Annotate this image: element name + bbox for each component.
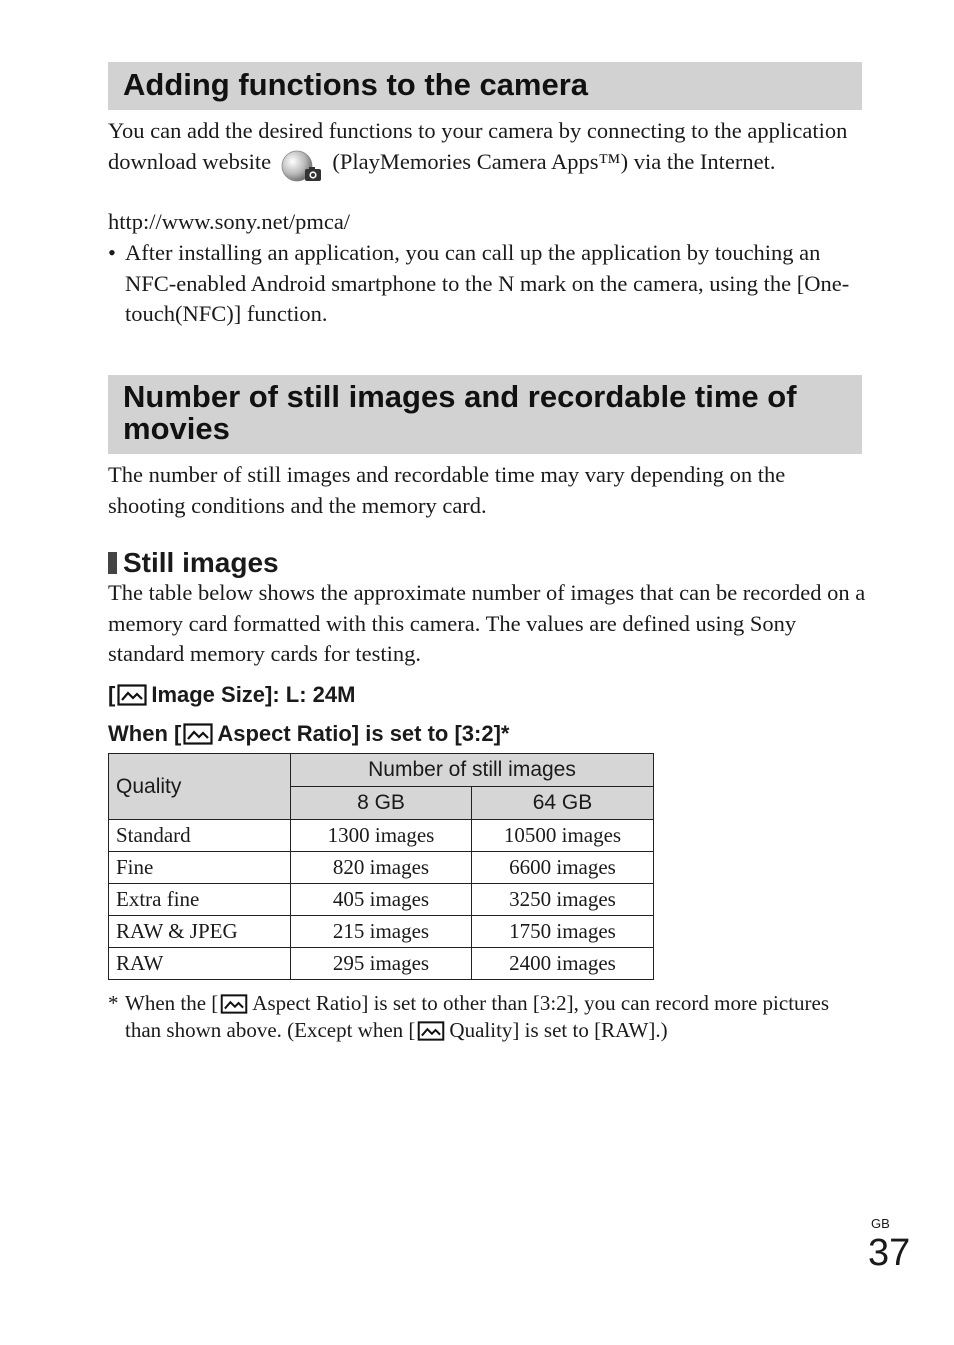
table-row bbox=[109, 852, 654, 884]
quality-cell: Extra fine bbox=[109, 884, 291, 916]
section-title-adding-functions: Adding functions to the camera bbox=[108, 62, 862, 110]
gb64-cell: 2400 images bbox=[472, 948, 654, 980]
footnote-text-2: Aspect Ratio] is set to other than [3:2], you can record more pictures than shown above. (Except when [ bbox=[125, 991, 830, 1042]
still-images-description: The table below shows the approximate number of images that can be recorded on a memory card formatted with this camera. The values are defined using Sony standard memory cards for testing. bbox=[108, 580, 866, 666]
apps-url-link[interactable]: http://www.sony.net/pmca/ bbox=[108, 209, 351, 234]
table-header-quality: Quality bbox=[109, 754, 291, 820]
table-header-number: Number of still images bbox=[291, 754, 654, 787]
table-row bbox=[109, 916, 654, 948]
gb8-cell: 295 images bbox=[291, 948, 472, 980]
still-image-mode-icon bbox=[417, 1021, 445, 1041]
aspect-label-pre: When [ bbox=[108, 721, 182, 746]
page-language-code: GB bbox=[871, 1216, 890, 1231]
playmemories-camera-apps-icon bbox=[280, 149, 324, 183]
apps-intro-text-1: You can add the desired functions to your camera by connecting to the application download website bbox=[108, 118, 848, 174]
still-image-mode-icon bbox=[117, 684, 147, 706]
gb64-cell: 3250 images bbox=[472, 884, 654, 916]
footnote-text-3: Quality] is set to [RAW].) bbox=[449, 1018, 668, 1042]
gb8-cell: 1300 images bbox=[291, 820, 472, 852]
footnote-mark: * bbox=[108, 991, 119, 1015]
gb64-cell: 10500 images bbox=[472, 820, 654, 852]
gb8-cell: 215 images bbox=[291, 916, 472, 948]
quality-cell: Standard bbox=[109, 820, 291, 852]
aspect-label-post: Aspect Ratio] is set to [3:2]* bbox=[217, 721, 510, 746]
heading-marker bbox=[108, 552, 117, 574]
still-image-mode-icon bbox=[183, 723, 213, 745]
footnote-text-1: When the [ bbox=[125, 991, 219, 1015]
quality-cell: Fine bbox=[109, 852, 291, 884]
image-size-label-post: Image Size]: L: 24M bbox=[151, 682, 356, 707]
apps-intro-paragraph bbox=[108, 116, 868, 183]
gb8-cell: 405 images bbox=[291, 884, 472, 916]
table-row bbox=[109, 820, 654, 852]
table-header-8gb: 8 GB bbox=[291, 787, 472, 820]
bullet-dot: • bbox=[108, 240, 116, 265]
section-title-number-of-images: Number of still images and recordable time of movies bbox=[108, 375, 862, 454]
quality-cell: RAW bbox=[109, 948, 291, 980]
nfc-bullet-item bbox=[108, 238, 868, 330]
gb64-cell: 6600 images bbox=[472, 852, 654, 884]
apps-intro-text-2: (PlayMemories Camera Apps™) via the Internet. bbox=[332, 148, 776, 174]
aspect-ratio-label bbox=[108, 720, 510, 748]
table-header-64gb: 64 GB bbox=[472, 787, 654, 820]
image-size-label-pre: [ bbox=[108, 682, 116, 707]
still-images-heading bbox=[108, 545, 279, 581]
still-image-mode-icon bbox=[220, 994, 248, 1014]
table-row bbox=[109, 884, 654, 916]
still-images-heading-text: Still images bbox=[123, 547, 279, 578]
aspect-ratio-footnote bbox=[108, 990, 868, 1044]
quality-cell: RAW & JPEG bbox=[109, 916, 291, 948]
image-size-label bbox=[108, 681, 355, 709]
gb8-cell: 820 images bbox=[291, 852, 472, 884]
still-images-table bbox=[108, 753, 654, 980]
gb64-cell: 1750 images bbox=[472, 916, 654, 948]
page-number: 37 bbox=[868, 1232, 911, 1274]
number-intro-paragraph: The number of still images and recordable time may vary depending on the shooting conditions and the memory card. bbox=[108, 462, 786, 518]
table-row bbox=[109, 948, 654, 980]
nfc-bullet-text: After installing an application, you can call up the application by touching an NFC-enabled Android smartphone to the N mark on the camera, using the [One-touch(NFC)] function. bbox=[125, 240, 850, 326]
